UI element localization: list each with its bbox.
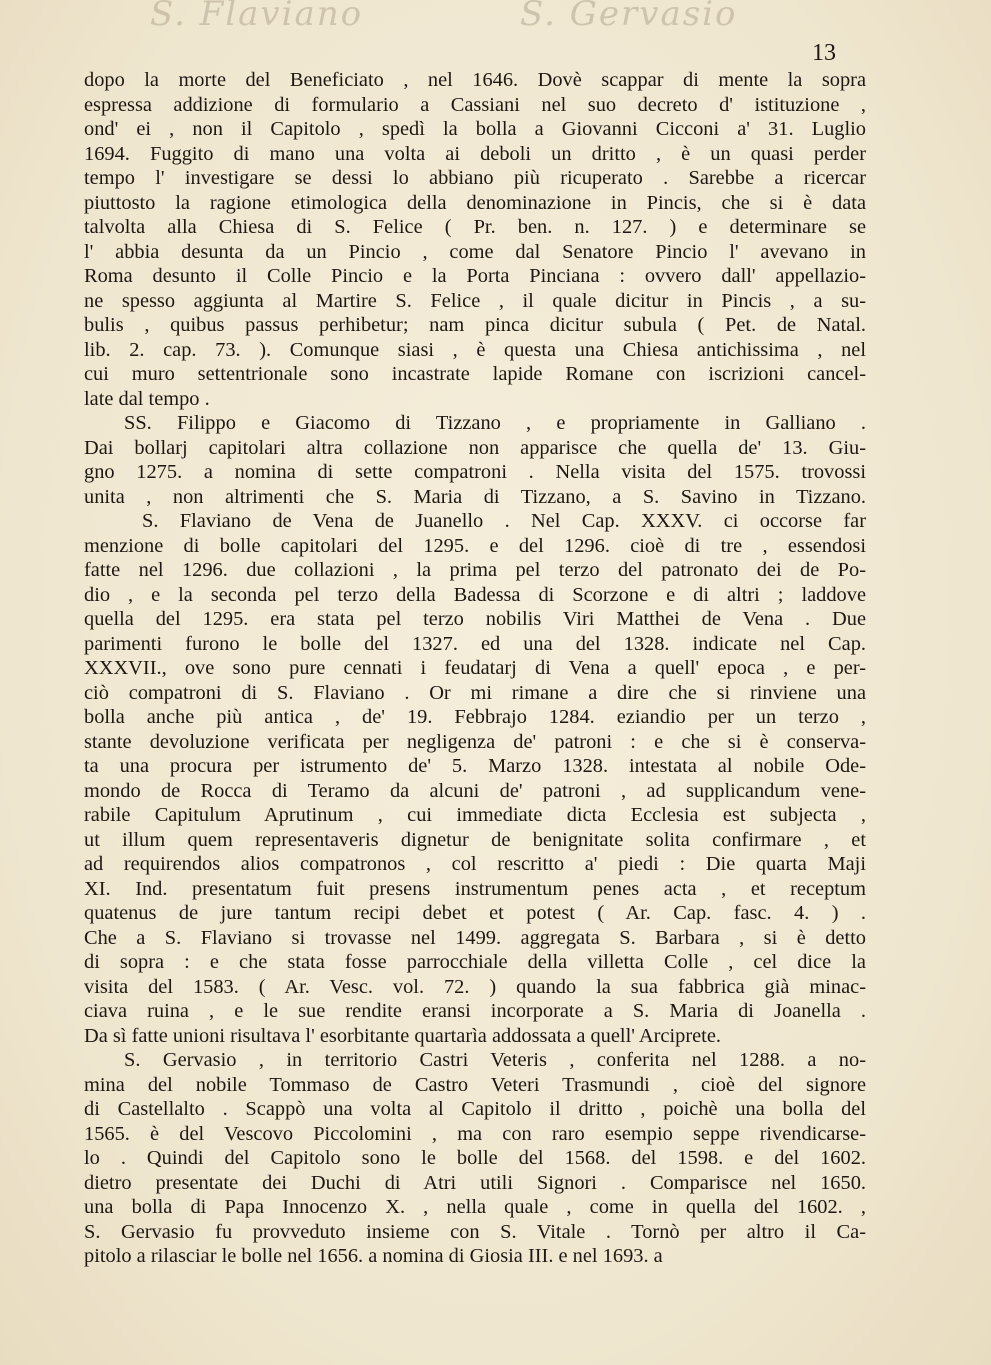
text-line: di Castellalto . Scappò una volta al Capitolo il dritto , poichè una bolla del: [84, 1098, 866, 1120]
text-line: menzione di bolle capitolari del 1295. e del 1296. cioè di tre , essendosi: [84, 534, 866, 557]
text-line: XI. Ind. presentatum fuit presens instrumentum penes acta , et receptum: [84, 877, 866, 900]
text-line: 1565. è del Vescovo Piccolomini , ma con raro esempio seppe rivendicarse-: [84, 1122, 866, 1145]
text-line: cui muro settentrionale sono incastrate lapide Romane con iscrizioni cancel-: [84, 363, 866, 385]
text-line: ne spesso aggiunta al Martire S. Felice , il quale dicitur in Pincis , a su-: [84, 289, 866, 312]
text-line: XXXVII., ove sono pure cennati i feudatarj di Vena a quell' epoca , e per-: [84, 657, 866, 679]
text-line: bulis , quibus passus perhibetur; nam pinca dicitur subula ( Pet. de Natal.: [84, 314, 866, 336]
marginal-note-flaviano: S. Flaviano: [150, 0, 364, 34]
text-line: dopo la morte del Beneficiato , nel 1646. Dovè scappar di mente la sopra: [84, 69, 866, 91]
text-line: espressa addizione di formulario a Cassiani nel suo decreto d' istituzione ,: [84, 93, 866, 116]
text-line: visita del 1583. ( Ar. Vesc. vol. 72. ) quando la sua fabbrica già minac-: [84, 975, 866, 998]
text-line: quatenus de jure tantum recipi debet et potest ( Ar. Cap. fasc. 4. ) .: [84, 902, 866, 924]
text-line: rabile Capitulum Aprutinum , cui immediate dicta Ecclesia est subjecta ,: [84, 804, 866, 826]
text-line: mina del nobile Tommaso de Castro Veteri Trasmundi , cioè del signore: [84, 1073, 866, 1096]
text-line: ut illum quem representaveris dignetur de benignitate solita confirmare , et: [84, 828, 866, 851]
text-line: unita , non altrimenti che S. Maria di Tizzano, a S. Savino in Tizzano.: [84, 485, 866, 508]
marginal-note-gervasio: S. Gervasio: [520, 0, 738, 34]
text-line: piuttosto la ragione etimologica della denominazione in Pincis, che si è data: [84, 191, 866, 214]
text-line: S. Gervasio fu provveduto insieme con S. Vitale . Tornò per altro il Ca-: [84, 1220, 866, 1243]
text-line: Roma desunto il Colle Pincio e la Porta Pinciana : ovvero dall' appellazio-: [84, 265, 866, 287]
text-line: bolla anche più antica , de' 19. Febbrajo 1284. eziandio per un terzo ,: [84, 706, 866, 728]
text-line: ciava ruina , e le sue rendite eransi incorporate a S. Maria di Joanella .: [84, 1000, 866, 1022]
text-line: Dai bollarj capitolari altra collazione non apparisce che quella de' 13. Giu-: [84, 436, 866, 459]
text-line: ta una procura per istrumento de' 5. Marzo 1328. intestata al nobile Ode-: [84, 755, 866, 777]
page-number: 13: [812, 40, 836, 66]
text-line: dio , e la seconda pel terzo della Badessa di Scorzone e di altri ; laddove: [84, 583, 866, 606]
text-line: una bolla di Papa Innocenzo X. , nella quale , come in quella del 1602. ,: [84, 1196, 866, 1218]
text-line: ond' ei , non il Capitolo , spedì la bolla a Giovanni Cicconi a' 31. Luglio: [84, 118, 866, 140]
text-line: l' abbia desunta da un Pincio , come dal Senatore Pincio l' avevano in: [84, 240, 866, 263]
text-line: lib. 2. cap. 73. ). Comunque siasi , è questa una Chiesa antichissima , nel: [84, 338, 866, 361]
text-line: SS. Filippo e Giacomo di Tizzano , e propriamente in Galliano .: [124, 412, 866, 434]
text-line: Da sì fatte unioni risultava l' esorbitante quartarìa addossata a quell' Arciprete.: [84, 1024, 721, 1047]
text-line: ad requirendos alios compatronos , col rescritto a' piedi : Die quarta Maji: [84, 853, 866, 875]
text-line: ciò compatroni di S. Flaviano . Or mi rimane a dire che si rinviene una: [84, 681, 866, 704]
text-line: gno 1275. a nomina di sette compatroni . Nella visita del 1575. trovossi: [84, 461, 866, 483]
text-line: pitolo a rilasciar le bolle nel 1656. a nomina di Giosia III. e nel 1693. a: [84, 1245, 663, 1267]
text-line: dietro presentate dei Duchi di Atri utili Signori . Comparisce nel 1650.: [84, 1171, 866, 1194]
text-line: stante devoluzione verificata per negligenza de' patroni : e che si è conserva-: [84, 730, 866, 753]
text-line: di sopra : e che stata fosse parrocchiale della villetta Colle , cel dice la: [84, 951, 866, 973]
text-line: talvolta alla Chiesa di S. Felice ( Pr. ben. n. 127. ) e determinare se: [84, 216, 866, 238]
text-line: mondo de Rocca di Teramo da alcuni de' patroni , ad supplicandum vene-: [84, 779, 866, 802]
text-line: 1694. Fuggito di mano una volta ai deboli un dritto , è un quasi perder: [84, 142, 866, 165]
text-line: lo . Quindi del Capitolo sono le bolle del 1568. del 1598. e del 1602.: [84, 1147, 866, 1169]
body-text: [84, 68, 866, 1269]
text-line: parimenti furono le bolle del 1327. ed una del 1328. indicate nel Cap.: [84, 632, 866, 655]
text-line: quella del 1295. era stata pel terzo nobilis Viri Matthei de Vena . Due: [84, 608, 866, 630]
text-line: S. Flaviano de Vena de Juanello . Nel Cap. XXXV. ci occorse far: [142, 510, 866, 532]
text-line: late dal tempo .: [84, 387, 210, 410]
text-line: fatte nel 1296. due collazioni , la prima pel terzo del patronato dei de Po-: [84, 559, 866, 581]
text-line: S. Gervasio , in territorio Castri Veteris , conferita nel 1288. a no-: [124, 1049, 866, 1071]
text-line: Che a S. Flaviano si trovasse nel 1499. aggregata S. Barbara , si è detto: [84, 926, 866, 949]
text-line: tempo l' investigare se dessi lo abbiano più ricuperato . Sarebbe a ricercar: [84, 167, 866, 189]
